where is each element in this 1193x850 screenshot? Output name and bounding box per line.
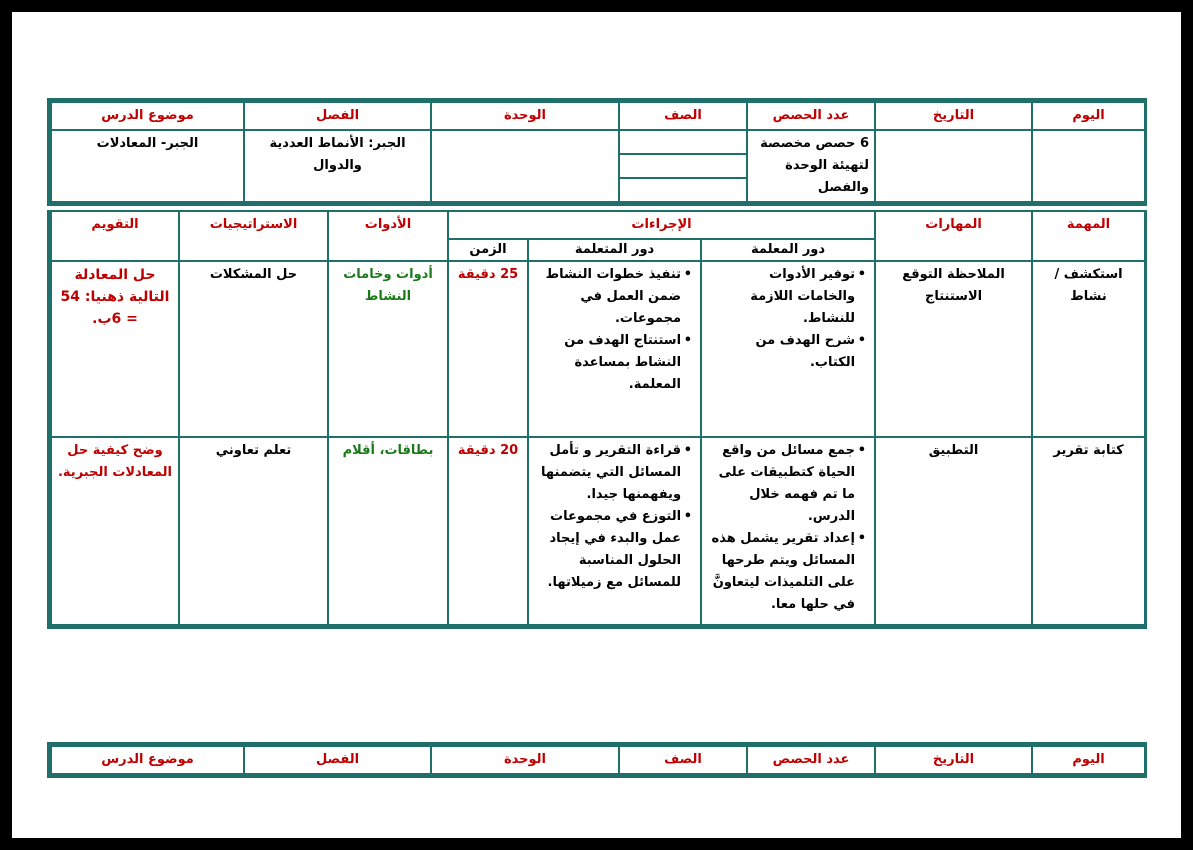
row2-student-item: • قراءة التقرير و تأمل المسائل التي يتضمنها ويفهمنها جيدا. bbox=[534, 440, 681, 506]
footer-topic: موضوع الدرس bbox=[51, 746, 244, 774]
row2-teacher-item: • جمع مسائل من واقع الحياة كتطبيقات على ما تم فهمه خلال الدرس. bbox=[707, 440, 855, 528]
periods-value: 6 حصص مخصصة لتهيئة الوحدة والفصل bbox=[747, 130, 875, 202]
date-value bbox=[875, 130, 1032, 202]
col-task: المهمة bbox=[1032, 211, 1145, 261]
col-time: الزمن bbox=[448, 239, 528, 261]
header-chapter: الفصل bbox=[244, 102, 431, 130]
row2-student-item: • التوزع في مجموعات عمل والبدء في إيجاد الحلول المناسبة للمسائل مع زميلاتها. bbox=[534, 506, 681, 594]
row2-evaluation: وضح كيفية حل المعادلات الجبرية. bbox=[51, 437, 179, 625]
footer-info-table bbox=[47, 742, 1147, 778]
unit-value bbox=[431, 130, 619, 202]
row2-strategy: تعلم تعاوني bbox=[179, 437, 328, 625]
col-strategies: الاستراتيجيات bbox=[179, 211, 328, 261]
footer-grade: الصف bbox=[619, 746, 747, 774]
procedures-table bbox=[47, 210, 1147, 629]
day-value bbox=[1032, 130, 1145, 202]
row1-task: استكشف / نشاط bbox=[1032, 261, 1145, 437]
lesson-plan-page bbox=[12, 12, 1181, 838]
col-evaluation: التقويم bbox=[51, 211, 179, 261]
row1-evaluation: حل المعادلة التالية ذهنيا: 54 = 6ب. bbox=[51, 261, 179, 437]
row2-teacher-role bbox=[701, 437, 875, 625]
chapter-value: الجبر: الأنماط العددية والدوال bbox=[244, 130, 431, 202]
col-tools: الأدوات bbox=[328, 211, 448, 261]
row1-strategy: حل المشكلات bbox=[179, 261, 328, 437]
col-student-role: دور المتعلمة bbox=[528, 239, 701, 261]
grade-value-1 bbox=[619, 130, 747, 154]
header-date: التاريخ bbox=[875, 102, 1032, 130]
header-periods: عدد الحصص bbox=[747, 102, 875, 130]
footer-periods: عدد الحصص bbox=[747, 746, 875, 774]
header-unit: الوحدة bbox=[431, 102, 619, 130]
row2-student-role bbox=[528, 437, 701, 625]
row1-student-role bbox=[528, 261, 701, 437]
row1-tools: أدوات وخامات النشاط bbox=[328, 261, 448, 437]
row2-teacher-item: • إعداد تقرير يشمل هذه المسائل ويتم طرحها على التلميذات ليتعاونَّ في حلها معا. bbox=[707, 528, 855, 616]
row2-tools: بطاقات، أقلام bbox=[328, 437, 448, 625]
row2-time: 20 دقيقة bbox=[448, 437, 528, 625]
row1-student-item: • تنفيذ خطوات النشاط ضمن العمل في مجموعات. bbox=[534, 264, 681, 330]
col-teacher-role: دور المعلمة bbox=[701, 239, 875, 261]
row2-task: كتابة تقرير bbox=[1032, 437, 1145, 625]
lesson-info-table bbox=[47, 98, 1147, 206]
row1-skills: الملاحظة التوقع الاستنتاج bbox=[875, 261, 1032, 437]
col-skills: المهارات bbox=[875, 211, 1032, 261]
footer-day: اليوم bbox=[1032, 746, 1145, 774]
header-day: اليوم bbox=[1032, 102, 1145, 130]
header-grade: الصف bbox=[619, 102, 747, 130]
row1-teacher-item: • شرح الهدف من الكتاب. bbox=[707, 330, 855, 374]
footer-date: التاريخ bbox=[875, 746, 1032, 774]
row1-student-item: • استنتاج الهدف من النشاط بمساعدة المعلمة. bbox=[534, 330, 681, 396]
grade-value-3 bbox=[619, 178, 747, 202]
footer-unit: الوحدة bbox=[431, 746, 619, 774]
row2-skills: التطبيق bbox=[875, 437, 1032, 625]
topic-value: الجبر- المعادلات bbox=[51, 130, 244, 202]
row1-time: 25 دقيقة bbox=[448, 261, 528, 437]
header-topic: موضوع الدرس bbox=[51, 102, 244, 130]
grade-value-2 bbox=[619, 154, 747, 178]
row1-teacher-item: • توفير الأدوات والخامات اللازمة للنشاط. bbox=[707, 264, 855, 330]
col-procedures: الإجراءات bbox=[448, 211, 875, 239]
row1-teacher-role bbox=[701, 261, 875, 437]
footer-chapter: الفصل bbox=[244, 746, 431, 774]
